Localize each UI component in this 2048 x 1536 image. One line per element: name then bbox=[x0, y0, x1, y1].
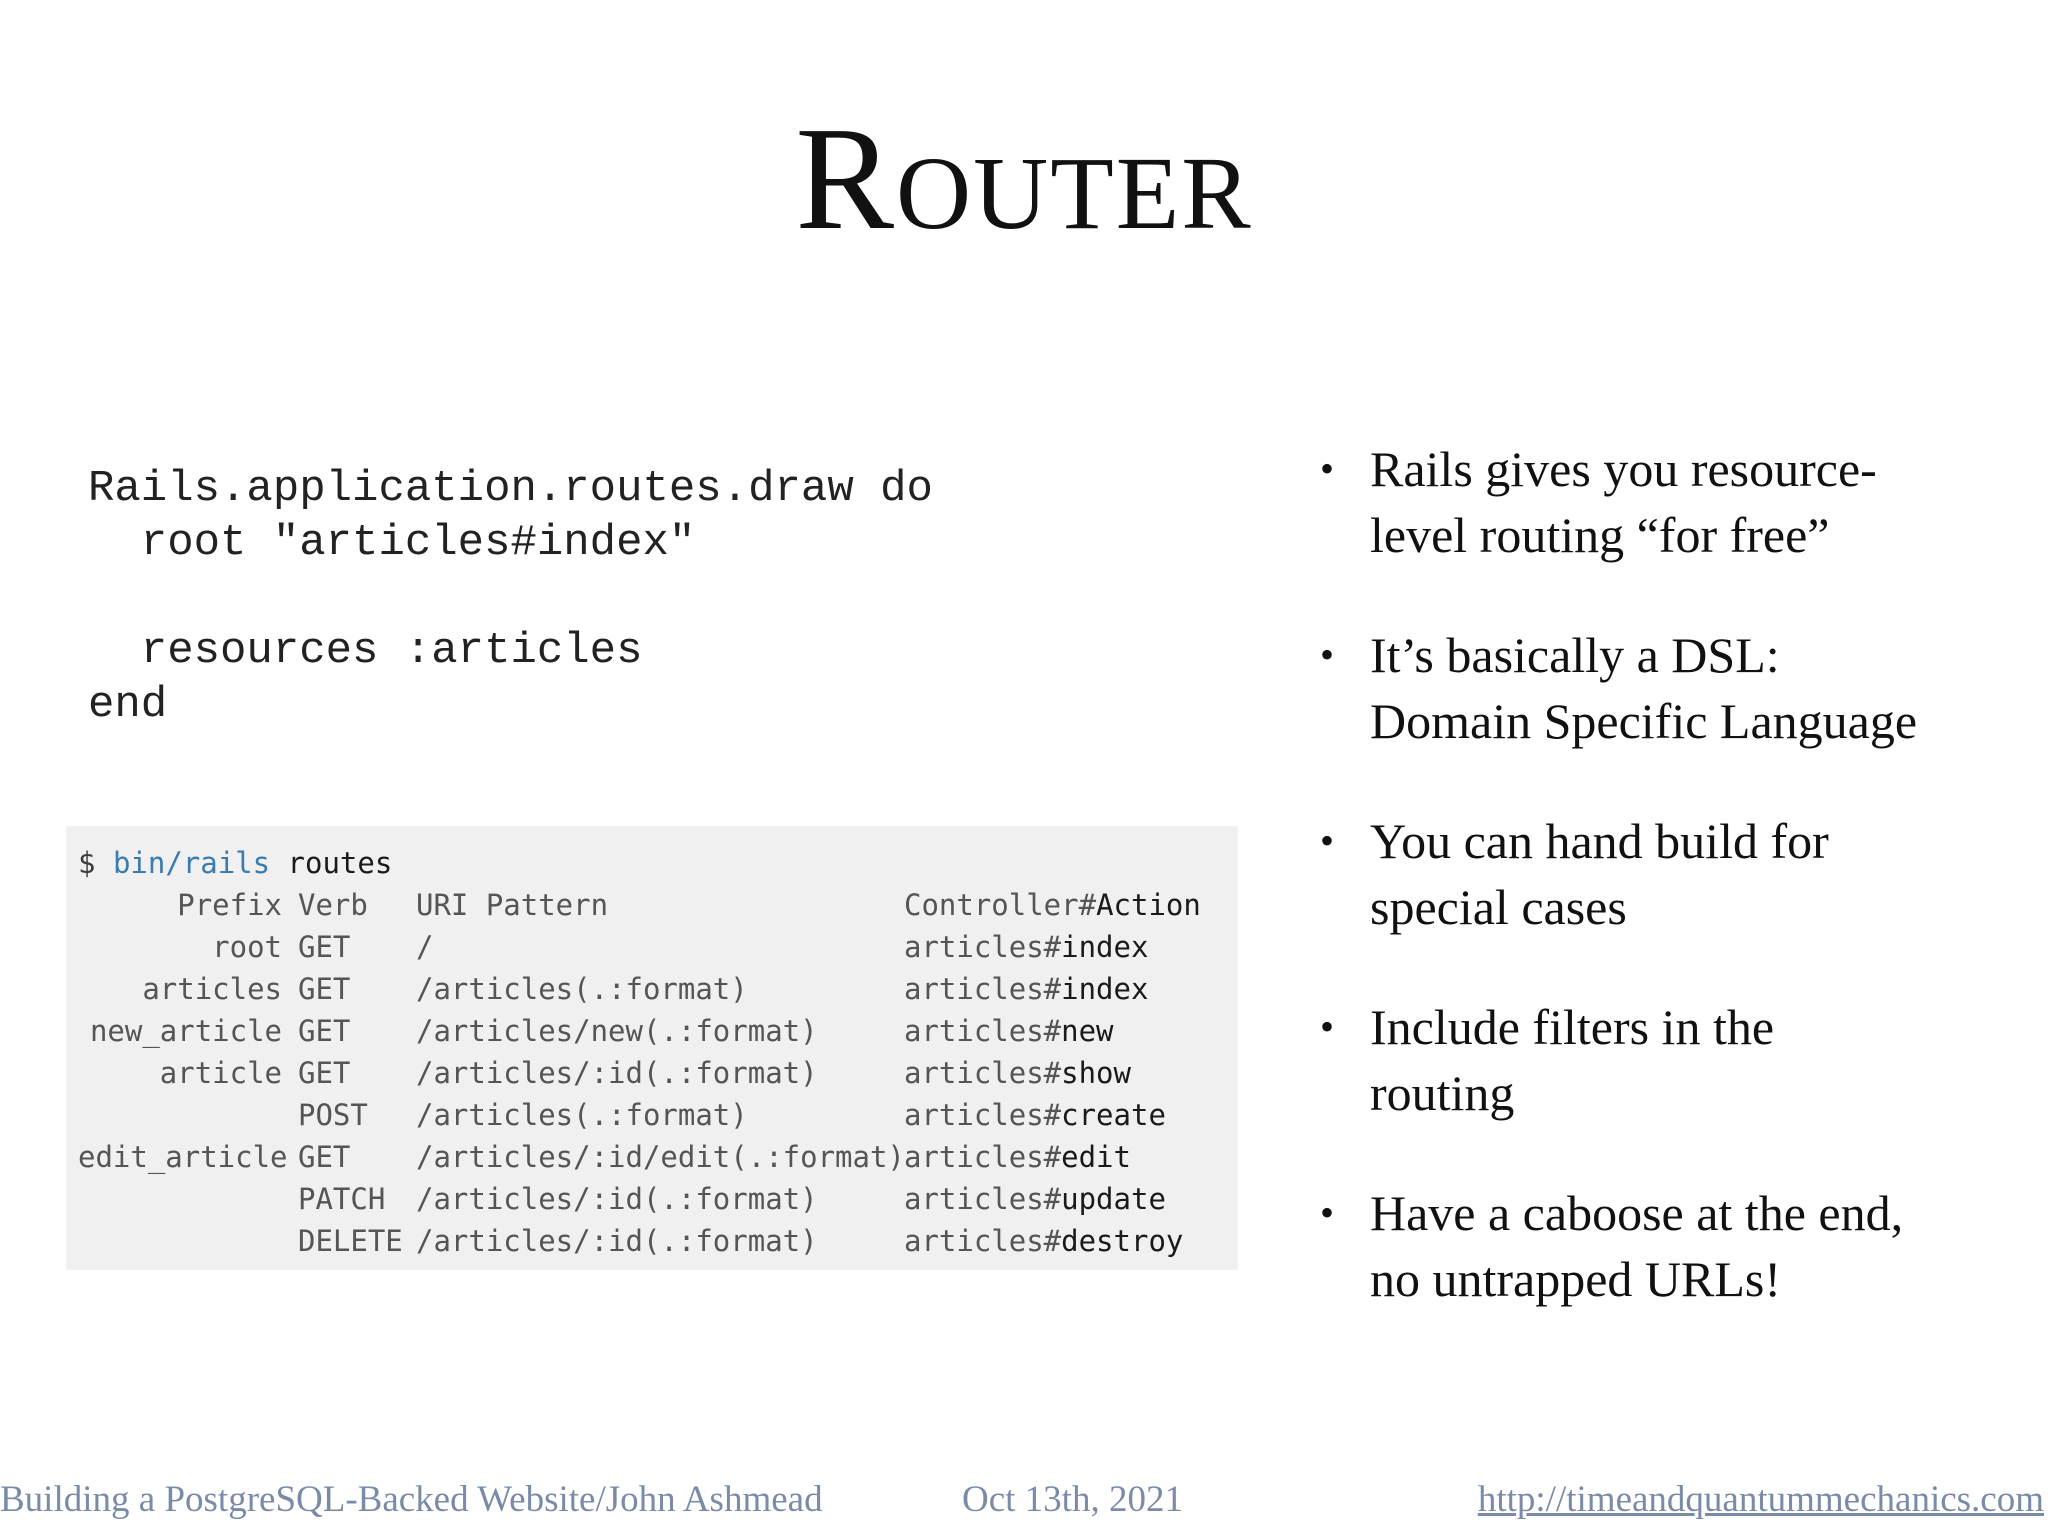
route-uri: /articles/:id(.:format) bbox=[416, 1182, 818, 1216]
route-controller-action: articles#index bbox=[904, 972, 1149, 1006]
route-uri: /articles/new(.:format) bbox=[416, 1014, 818, 1048]
route-controller-action: articles#edit bbox=[904, 1140, 1131, 1174]
route-row bbox=[78, 926, 1238, 968]
route-row bbox=[78, 1052, 1238, 1094]
route-verb: POST bbox=[298, 1098, 368, 1132]
route-row bbox=[78, 1178, 1238, 1220]
route-row bbox=[78, 968, 1238, 1010]
route-verb: PATCH bbox=[298, 1182, 386, 1216]
bullet-item: • You can hand build for special cases bbox=[1320, 808, 2020, 940]
route-controller-action: articles#update bbox=[904, 1182, 1166, 1216]
route-controller-action: articles#destroy bbox=[904, 1224, 1184, 1258]
route-uri: / bbox=[416, 930, 434, 964]
route-verb: GET bbox=[298, 930, 351, 964]
route-prefix: articles bbox=[142, 972, 282, 1006]
route-row bbox=[78, 1136, 1238, 1178]
route-prefix: new_article bbox=[89, 1014, 282, 1048]
bullet-item: • Include filters in the routing bbox=[1320, 994, 2020, 1126]
route-uri: /articles(.:format) bbox=[416, 1098, 748, 1132]
code-line: resources :articles bbox=[88, 626, 643, 676]
header-prefix: Prefix bbox=[177, 888, 282, 922]
code-line: end bbox=[88, 680, 168, 730]
footer-date: Oct 13th, 2021 bbox=[962, 1479, 1183, 1520]
route-uri: /articles/:id(.:format) bbox=[416, 1056, 818, 1090]
route-uri: /articles/:id(.:format) bbox=[416, 1224, 818, 1258]
route-row bbox=[78, 1220, 1238, 1262]
route-controller-action: articles#new bbox=[904, 1014, 1114, 1048]
terminal-command-line bbox=[78, 842, 1238, 884]
bullet-item: • Rails gives you resource- level routing “for free” bbox=[1320, 436, 2020, 568]
route-verb: GET bbox=[298, 972, 351, 1006]
route-controller-action: articles#create bbox=[904, 1098, 1166, 1132]
header-controller: Controller#Action bbox=[904, 888, 1201, 922]
bullet-marker: • bbox=[1320, 446, 1335, 491]
terminal-command-path: bin/rails bbox=[112, 846, 271, 880]
footer-presentation-title: Building a PostgreSQL-Backed Website/John Ashmead bbox=[0, 1479, 823, 1520]
bullet-item: • It’s basically a DSL: Domain Specific Language bbox=[1320, 622, 2020, 754]
route-prefix: edit_article bbox=[78, 1140, 288, 1174]
route-prefix: root bbox=[212, 930, 282, 964]
route-verb: GET bbox=[298, 1140, 351, 1174]
terminal-prompt: $ bbox=[78, 846, 96, 880]
routes-code-block bbox=[88, 462, 933, 732]
terminal-output bbox=[66, 826, 1238, 1270]
slide-title: Router bbox=[795, 97, 1253, 261]
code-line: root "articles#index" bbox=[88, 518, 696, 568]
routes-header-row bbox=[78, 884, 1238, 926]
code-line: Rails.application.routes.draw do bbox=[88, 464, 933, 514]
route-row bbox=[78, 1094, 1238, 1136]
terminal-command-arg: routes bbox=[287, 846, 393, 880]
bullet-marker: • bbox=[1320, 1190, 1335, 1235]
bullet-marker: • bbox=[1320, 818, 1335, 863]
route-prefix: article bbox=[159, 1056, 282, 1090]
footer-url-link[interactable]: http://timeandquantummechanics.com bbox=[1477, 1479, 2044, 1520]
header-uri: URI Pattern bbox=[416, 888, 609, 922]
route-verb: GET bbox=[298, 1056, 351, 1090]
route-controller-action: articles#show bbox=[904, 1056, 1131, 1090]
bullet-item: • Have a caboose at the end, no untrapped URLs! bbox=[1320, 1180, 2020, 1312]
bullet-marker: • bbox=[1320, 632, 1335, 677]
header-verb: Verb bbox=[298, 888, 368, 922]
route-uri: /articles(.:format) bbox=[416, 972, 748, 1006]
route-verb: GET bbox=[298, 1014, 351, 1048]
route-row bbox=[78, 1010, 1238, 1052]
bullet-list bbox=[1320, 436, 2020, 1366]
route-uri: /articles/:id/edit(.:format) bbox=[416, 1140, 905, 1174]
route-controller-action: articles#index bbox=[904, 930, 1149, 964]
route-verb: DELETE bbox=[298, 1224, 403, 1258]
bullet-marker: • bbox=[1320, 1004, 1335, 1049]
